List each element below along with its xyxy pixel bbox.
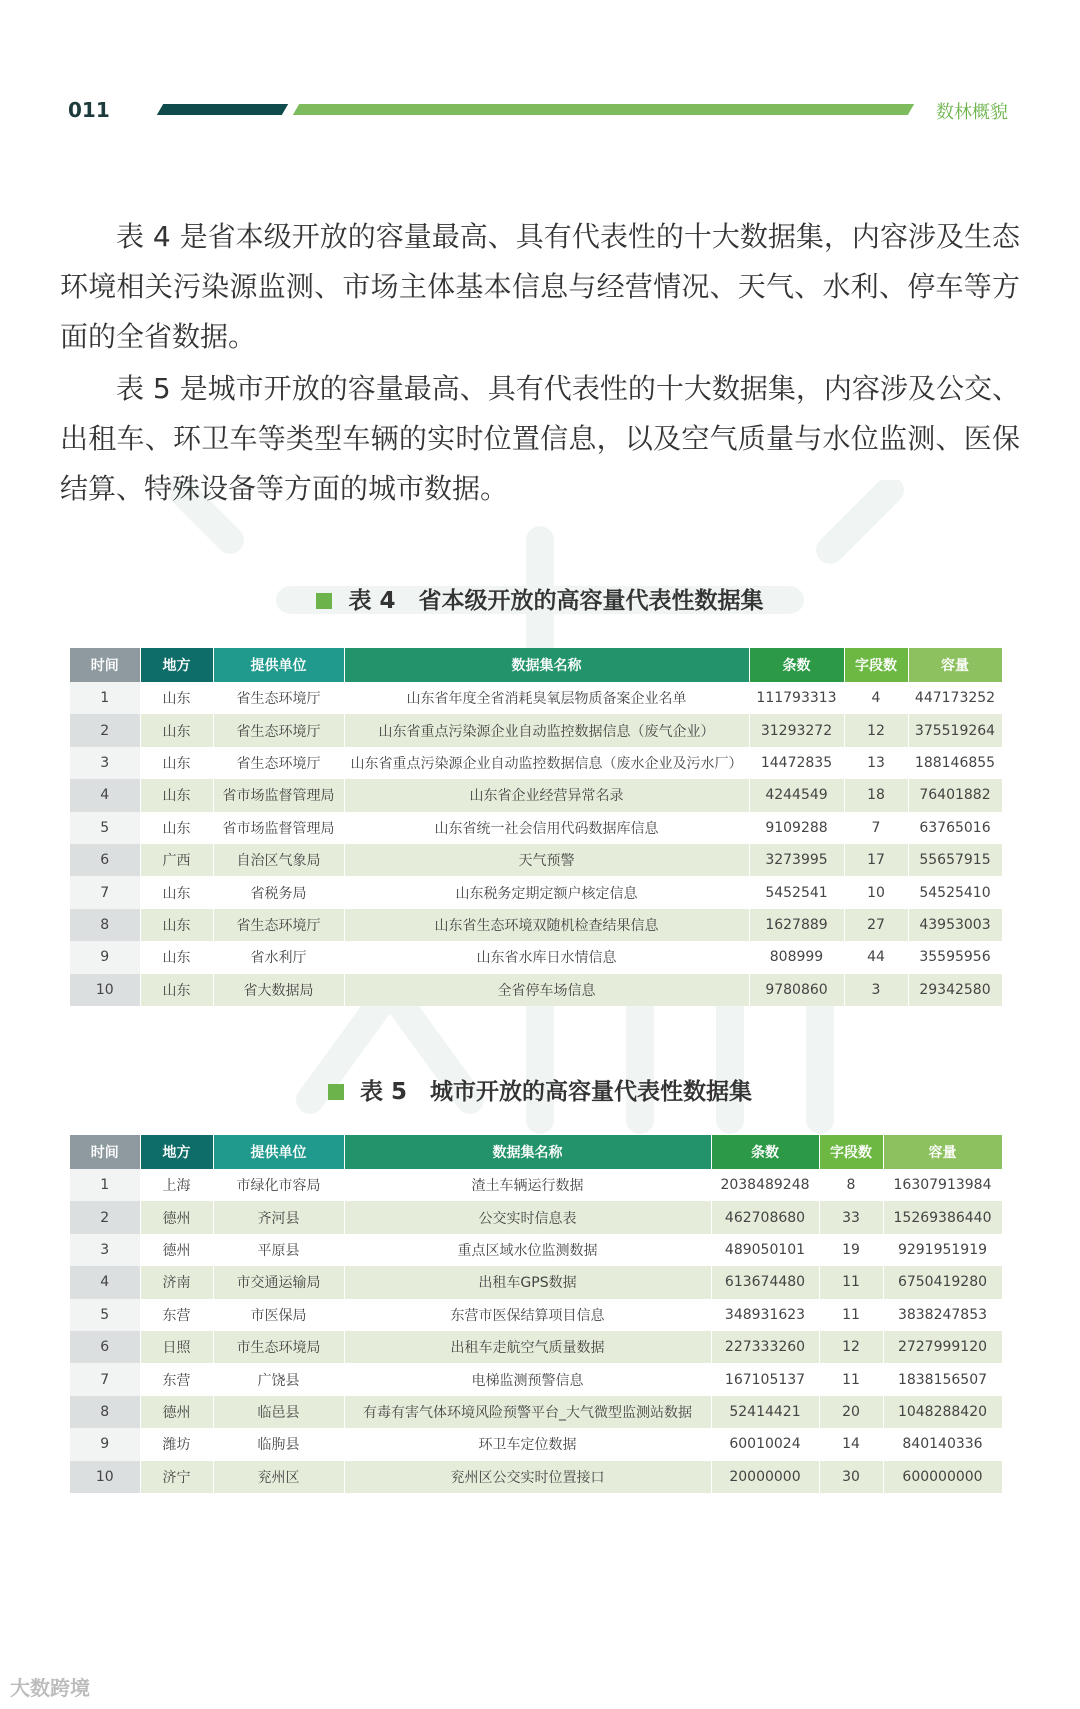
cell-dataset-name: 环卫车定位数据 xyxy=(344,1428,711,1460)
cell-region: 德州 xyxy=(140,1396,213,1428)
table-row xyxy=(70,876,1002,908)
cell-dataset-name: 电梯监测预警信息 xyxy=(344,1363,711,1395)
cell-provider: 省生态环境厅 xyxy=(213,714,344,746)
table-row xyxy=(70,1461,1002,1493)
table-5 xyxy=(70,1135,1003,1493)
watermark-logo: 大数跨境 xyxy=(10,1676,90,1700)
cell-index: 7 xyxy=(70,1363,140,1395)
cell-capacity: 600000000 xyxy=(883,1461,1002,1493)
cell-capacity: 29342580 xyxy=(908,974,1002,1006)
cell-index: 10 xyxy=(70,1461,140,1493)
table-row xyxy=(70,941,1002,973)
cell-records: 613674480 xyxy=(711,1266,819,1298)
cell-capacity: 35595956 xyxy=(908,941,1002,973)
cell-provider: 市生态环境局 xyxy=(213,1331,344,1363)
col-time: 时间 xyxy=(70,1135,140,1169)
cell-provider: 临朐县 xyxy=(213,1428,344,1460)
cell-region: 山东 xyxy=(140,974,213,1006)
cell-region: 广西 xyxy=(140,844,213,876)
table-header-row xyxy=(70,1135,1002,1169)
cell-dataset-name: 东营市医保结算项目信息 xyxy=(344,1299,711,1331)
cell-records: 5452541 xyxy=(749,876,844,908)
cell-fields: 4 xyxy=(844,682,908,714)
cell-fields: 14 xyxy=(819,1428,883,1460)
table-row xyxy=(70,747,1002,779)
cell-capacity: 840140336 xyxy=(883,1428,1002,1460)
cell-region: 潍坊 xyxy=(140,1428,213,1460)
cell-capacity: 63765016 xyxy=(908,812,1002,844)
paragraph-1: 表 4 是省本级开放的容量最高、具有代表性的十大数据集，内容涉及生态环境相关污染源监测、市场主体基本信息与经营情况、天气、水利、停车等方面的全省数据。 xyxy=(60,220,1020,353)
cell-capacity: 1838156507 xyxy=(883,1363,1002,1395)
title-square-icon xyxy=(328,1084,344,1100)
cell-records: 2038489248 xyxy=(711,1169,819,1201)
table-row xyxy=(70,682,1002,714)
cell-dataset-name: 天气预警 xyxy=(344,844,749,876)
table-row xyxy=(70,714,1002,746)
cell-region: 山东 xyxy=(140,682,213,714)
cell-index: 6 xyxy=(70,1331,140,1363)
cell-fields: 7 xyxy=(844,812,908,844)
cell-region: 山东 xyxy=(140,812,213,844)
cell-provider: 市交通运输局 xyxy=(213,1266,344,1298)
col-records: 条数 xyxy=(711,1135,819,1169)
header-bar-dark xyxy=(157,104,288,115)
cell-dataset-name: 山东省水库日水情信息 xyxy=(344,941,749,973)
cell-dataset-name: 山东税务定期定额户核定信息 xyxy=(344,876,749,908)
col-dataset-name: 数据集名称 xyxy=(344,1135,711,1169)
cell-records: 808999 xyxy=(749,941,844,973)
cell-provider: 省生态环境厅 xyxy=(213,909,344,941)
cell-capacity: 9291951919 xyxy=(883,1234,1002,1266)
cell-provider: 临邑县 xyxy=(213,1396,344,1428)
cell-capacity: 55657915 xyxy=(908,844,1002,876)
table-row xyxy=(70,1169,1002,1201)
cell-provider: 兖州区 xyxy=(213,1461,344,1493)
cell-provider: 平原县 xyxy=(213,1234,344,1266)
table-row xyxy=(70,1428,1002,1460)
cell-region: 德州 xyxy=(140,1234,213,1266)
cell-provider: 省市场监督管理局 xyxy=(213,812,344,844)
table-row xyxy=(70,1363,1002,1395)
cell-index: 5 xyxy=(70,812,140,844)
cell-region: 济南 xyxy=(140,1266,213,1298)
cell-region: 日照 xyxy=(140,1331,213,1363)
cell-fields: 11 xyxy=(819,1266,883,1298)
table-4 xyxy=(70,648,1003,1006)
col-capacity: 容量 xyxy=(883,1135,1002,1169)
table-4-title-text: 表 4 省本级开放的高容量代表性数据集 xyxy=(348,588,764,614)
table-row xyxy=(70,1396,1002,1428)
col-capacity: 容量 xyxy=(908,648,1002,682)
cell-region: 德州 xyxy=(140,1201,213,1233)
cell-provider: 齐河县 xyxy=(213,1201,344,1233)
cell-records: 167105137 xyxy=(711,1363,819,1395)
cell-region: 山东 xyxy=(140,747,213,779)
cell-records: 3273995 xyxy=(749,844,844,876)
cell-index: 9 xyxy=(70,941,140,973)
cell-fields: 10 xyxy=(844,876,908,908)
title-square-icon xyxy=(316,593,332,609)
cell-provider: 省大数据局 xyxy=(213,974,344,1006)
table-row xyxy=(70,1331,1002,1363)
col-time: 时间 xyxy=(70,648,140,682)
cell-index: 9 xyxy=(70,1428,140,1460)
cell-records: 20000000 xyxy=(711,1461,819,1493)
cell-fields: 8 xyxy=(819,1169,883,1201)
cell-fields: 17 xyxy=(844,844,908,876)
cell-capacity: 76401882 xyxy=(908,779,1002,811)
cell-provider: 市医保局 xyxy=(213,1299,344,1331)
col-fields: 字段数 xyxy=(819,1135,883,1169)
cell-index: 7 xyxy=(70,876,140,908)
col-dataset-name: 数据集名称 xyxy=(344,648,749,682)
cell-index: 4 xyxy=(70,1266,140,1298)
cell-records: 348931623 xyxy=(711,1299,819,1331)
col-provider: 提供单位 xyxy=(213,648,344,682)
cell-provider: 省税务局 xyxy=(213,876,344,908)
table-row xyxy=(70,844,1002,876)
cell-dataset-name: 山东省生态环境双随机检查结果信息 xyxy=(344,909,749,941)
cell-region: 上海 xyxy=(140,1169,213,1201)
table-row xyxy=(70,1234,1002,1266)
cell-index: 3 xyxy=(70,1234,140,1266)
cell-provider: 省水利厅 xyxy=(213,941,344,973)
col-records: 条数 xyxy=(749,648,844,682)
cell-records: 462708680 xyxy=(711,1201,819,1233)
table-row xyxy=(70,812,1002,844)
cell-provider: 省生态环境厅 xyxy=(213,682,344,714)
cell-capacity: 188146855 xyxy=(908,747,1002,779)
cell-region: 山东 xyxy=(140,714,213,746)
table-row xyxy=(70,1201,1002,1233)
page-number: 011 xyxy=(68,98,110,122)
cell-records: 31293272 xyxy=(749,714,844,746)
cell-records: 489050101 xyxy=(711,1234,819,1266)
cell-provider: 自治区气象局 xyxy=(213,844,344,876)
cell-records: 4244549 xyxy=(749,779,844,811)
cell-fields: 11 xyxy=(819,1299,883,1331)
cell-index: 4 xyxy=(70,779,140,811)
cell-capacity: 3838247853 xyxy=(883,1299,1002,1331)
cell-provider: 省市场监督管理局 xyxy=(213,779,344,811)
cell-capacity: 375519264 xyxy=(908,714,1002,746)
cell-dataset-name: 渣土车辆运行数据 xyxy=(344,1169,711,1201)
cell-dataset-name: 山东省重点污染源企业自动监控数据信息（废气企业） xyxy=(344,714,749,746)
cell-records: 9109288 xyxy=(749,812,844,844)
cell-dataset-name: 出租车走航空气质量数据 xyxy=(344,1331,711,1363)
cell-fields: 20 xyxy=(819,1396,883,1428)
table-5-title xyxy=(0,1073,1080,1106)
cell-fields: 27 xyxy=(844,909,908,941)
cell-region: 山东 xyxy=(140,876,213,908)
cell-fields: 30 xyxy=(819,1461,883,1493)
cell-dataset-name: 山东省统一社会信用代码数据库信息 xyxy=(344,812,749,844)
cell-records: 9780860 xyxy=(749,974,844,1006)
table-5-title-text: 表 5 城市开放的高容量代表性数据集 xyxy=(359,1079,752,1105)
cell-records: 60010024 xyxy=(711,1428,819,1460)
section-title: 数林概貌 xyxy=(936,102,1008,123)
cell-index: 10 xyxy=(70,974,140,1006)
cell-region: 山东 xyxy=(140,779,213,811)
table-row xyxy=(70,1299,1002,1331)
cell-capacity: 447173252 xyxy=(908,682,1002,714)
cell-fields: 44 xyxy=(844,941,908,973)
col-region: 地方 xyxy=(140,1135,213,1169)
cell-dataset-name: 重点区域水位监测数据 xyxy=(344,1234,711,1266)
cell-dataset-name: 出租车GPS数据 xyxy=(344,1266,711,1298)
cell-fields: 12 xyxy=(844,714,908,746)
cell-capacity: 6750419280 xyxy=(883,1266,1002,1298)
cell-index: 8 xyxy=(70,1396,140,1428)
cell-records: 52414421 xyxy=(711,1396,819,1428)
cell-fields: 13 xyxy=(844,747,908,779)
table-row xyxy=(70,974,1002,1006)
cell-records: 111793313 xyxy=(749,682,844,714)
cell-capacity: 54525410 xyxy=(908,876,1002,908)
cell-index: 5 xyxy=(70,1299,140,1331)
col-provider: 提供单位 xyxy=(213,1135,344,1169)
cell-dataset-name: 山东省重点污染源企业自动监控数据信息（废水企业及污水厂） xyxy=(344,747,749,779)
cell-index: 1 xyxy=(70,1169,140,1201)
cell-region: 东营 xyxy=(140,1299,213,1331)
cell-dataset-name: 山东省企业经营异常名录 xyxy=(344,779,749,811)
cell-dataset-name: 兖州区公交实时位置接口 xyxy=(344,1461,711,1493)
cell-provider: 省生态环境厅 xyxy=(213,747,344,779)
table-4-title xyxy=(0,582,1080,615)
cell-provider: 市绿化市容局 xyxy=(213,1169,344,1201)
cell-index: 2 xyxy=(70,1201,140,1233)
table-row xyxy=(70,1266,1002,1298)
col-fields: 字段数 xyxy=(844,648,908,682)
cell-index: 8 xyxy=(70,909,140,941)
cell-provider: 广饶县 xyxy=(213,1363,344,1395)
paragraph-2: 表 5 是城市开放的容量最高、具有代表性的十大数据集，内容涉及公交、出租车、环卫车等类型车辆的实时位置信息，以及空气质量与水位监测、医保结算、特殊设备等方面的城市数据。 xyxy=(60,372,1020,505)
table-row xyxy=(70,779,1002,811)
cell-fields: 33 xyxy=(819,1201,883,1233)
cell-region: 济宁 xyxy=(140,1461,213,1493)
cell-dataset-name: 全省停车场信息 xyxy=(344,974,749,1006)
table-header-row xyxy=(70,648,1002,682)
cell-records: 227333260 xyxy=(711,1331,819,1363)
cell-index: 3 xyxy=(70,747,140,779)
cell-dataset-name: 山东省年度全省消耗臭氧层物质备案企业名单 xyxy=(344,682,749,714)
cell-region: 山东 xyxy=(140,941,213,973)
cell-capacity: 43953003 xyxy=(908,909,1002,941)
cell-records: 14472835 xyxy=(749,747,844,779)
cell-capacity: 16307913984 xyxy=(883,1169,1002,1201)
cell-index: 1 xyxy=(70,682,140,714)
cell-records: 1627889 xyxy=(749,909,844,941)
col-region: 地方 xyxy=(140,648,213,682)
cell-dataset-name: 有毒有害气体环境风险预警平台_大气微型监测站数据 xyxy=(344,1396,711,1428)
cell-capacity: 2727999120 xyxy=(883,1331,1002,1363)
table-row xyxy=(70,909,1002,941)
cell-fields: 3 xyxy=(844,974,908,1006)
header-bar-green xyxy=(293,104,914,115)
cell-capacity: 1048288420 xyxy=(883,1396,1002,1428)
cell-fields: 11 xyxy=(819,1363,883,1395)
cell-capacity: 15269386440 xyxy=(883,1201,1002,1233)
cell-fields: 18 xyxy=(844,779,908,811)
cell-index: 2 xyxy=(70,714,140,746)
cell-fields: 12 xyxy=(819,1331,883,1363)
cell-index: 6 xyxy=(70,844,140,876)
cell-dataset-name: 公交实时信息表 xyxy=(344,1201,711,1233)
cell-region: 东营 xyxy=(140,1363,213,1395)
cell-fields: 19 xyxy=(819,1234,883,1266)
cell-region: 山东 xyxy=(140,909,213,941)
